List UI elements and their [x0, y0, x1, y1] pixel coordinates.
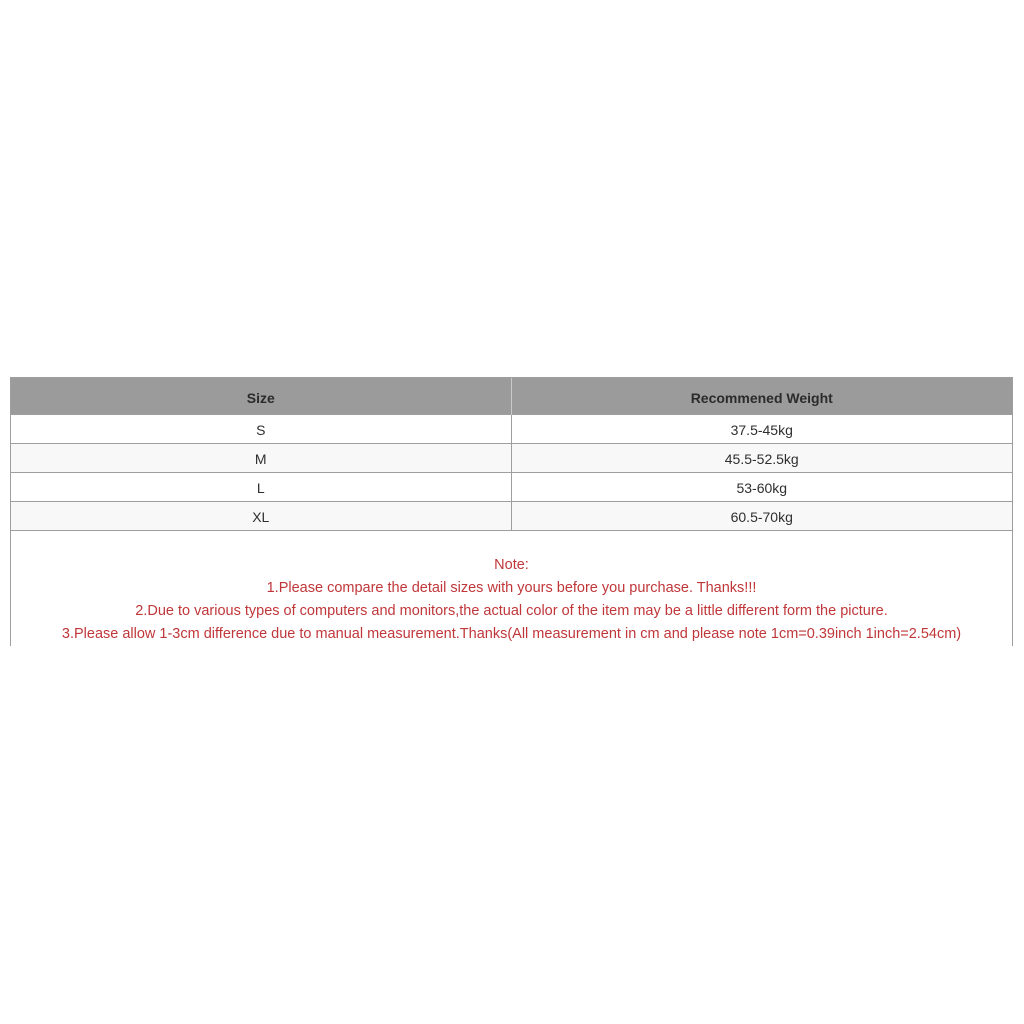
table-row	[11, 501, 1012, 530]
size-cell: L	[11, 472, 511, 501]
notes-title: Note:	[494, 557, 529, 573]
size-cell: M	[11, 443, 511, 472]
table-row	[11, 472, 1012, 501]
column-header-size: Size	[11, 378, 511, 414]
note-line: 3.Please allow 1-3cm difference due to manual measurement.Thanks(All measurement in cm and please note 1cm=0.39inch 1inch=2.54cm)	[61, 626, 962, 642]
weight-cell: 45.5-52.5kg	[511, 443, 1012, 472]
table-row	[11, 414, 1012, 443]
size-cell: XL	[11, 501, 511, 530]
size-cell: S	[11, 414, 511, 443]
weight-cell: 60.5-70kg	[511, 501, 1012, 530]
notes-section	[11, 530, 1012, 646]
note-line: 2.Due to various types of computers and monitors,the actual color of the item may be a little different form the picture.	[135, 603, 888, 619]
column-header-weight: Recommened Weight	[511, 378, 1012, 414]
table-header-row	[11, 378, 1012, 414]
table-row	[11, 443, 1012, 472]
weight-cell: 37.5-45kg	[511, 414, 1012, 443]
size-chart	[10, 377, 1013, 646]
size-table	[11, 378, 1012, 530]
weight-cell: 53-60kg	[511, 472, 1012, 501]
note-line: 1.Please compare the detail sizes with yours before you purchase. Thanks!!!	[266, 580, 757, 596]
